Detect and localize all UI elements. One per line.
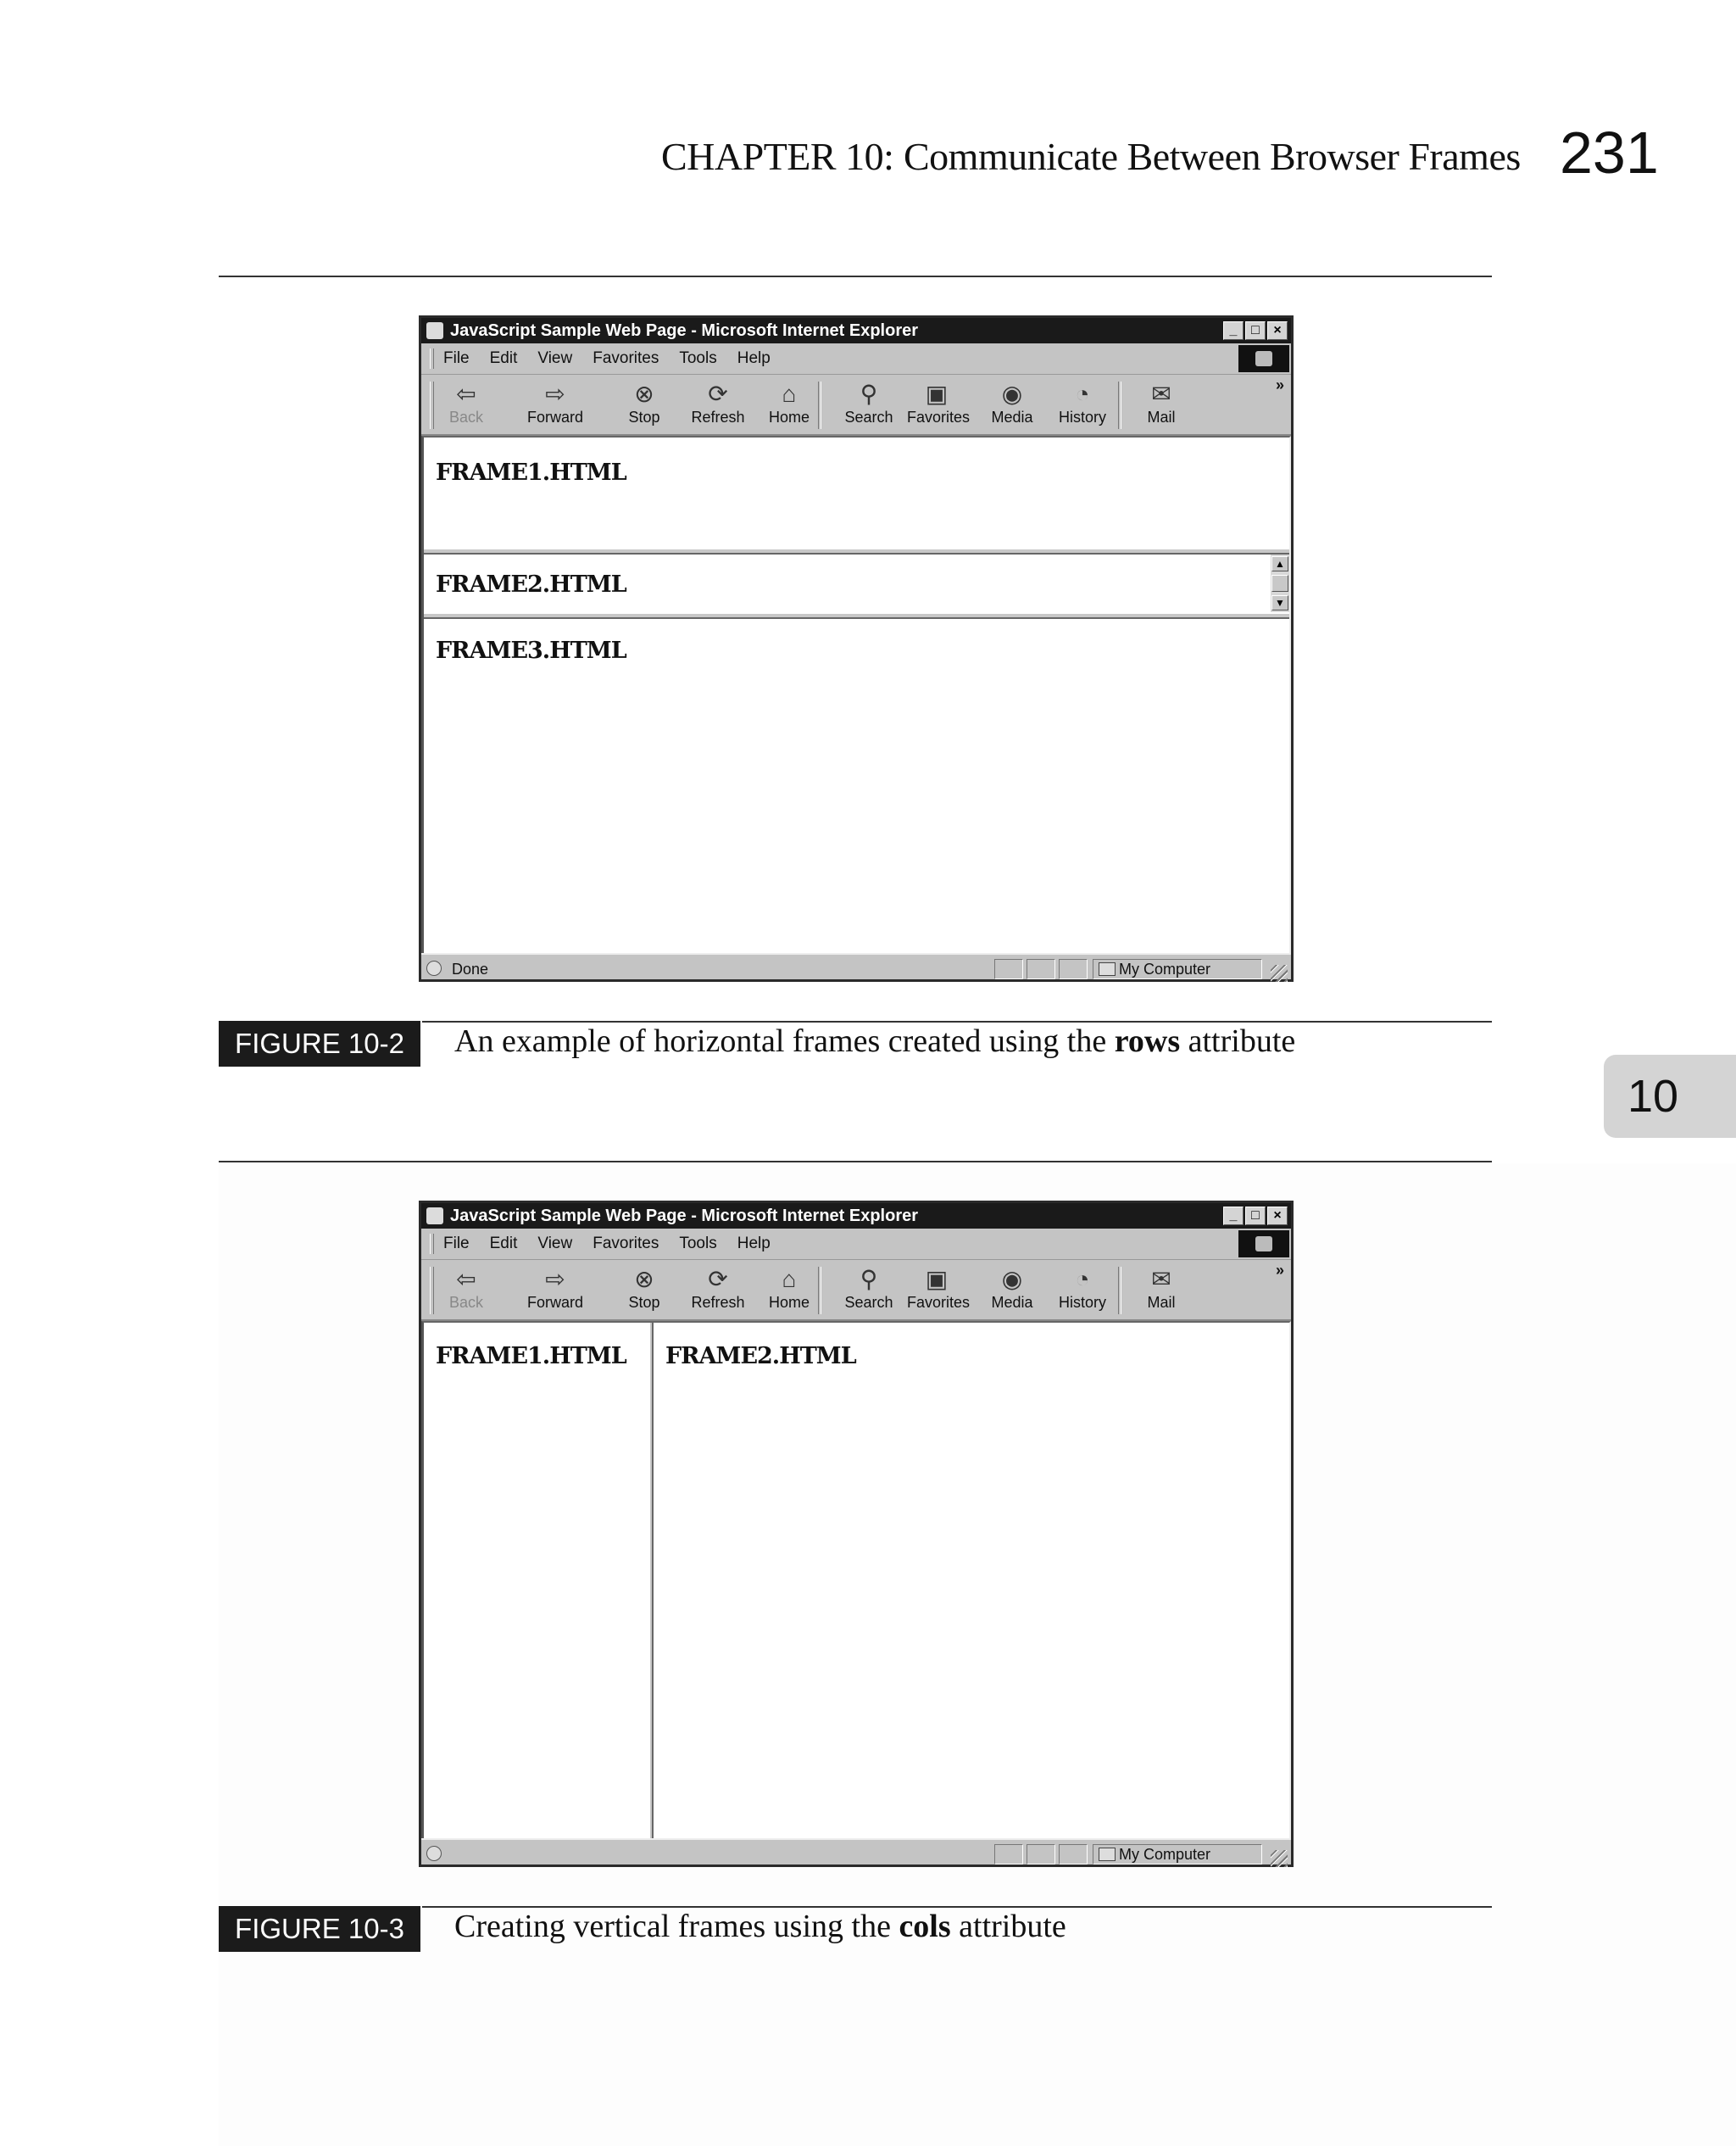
- status-text: Done: [452, 961, 489, 978]
- back-button[interactable]: [437, 378, 496, 426]
- caption-text: attribute: [1180, 1023, 1296, 1059]
- favorites-button[interactable]: [907, 378, 971, 426]
- window-title: JavaScript Sample Web Page - Microsoft Internet Explorer: [450, 321, 919, 340]
- ie-app-icon: [426, 322, 443, 339]
- status-pane: [1027, 959, 1055, 979]
- standard-toolbar: [421, 375, 1291, 436]
- toolbar-separator: [1118, 382, 1121, 429]
- frame2-scrollbar[interactable]: [1271, 555, 1289, 612]
- home-icon: ⌂: [782, 381, 797, 407]
- refresh-button[interactable]: [688, 1263, 748, 1312]
- toolbar-button-label: History: [1058, 409, 1106, 426]
- frame-divider-2[interactable]: [424, 612, 1289, 619]
- toolbar-button-label: Forward: [526, 409, 583, 426]
- media-button[interactable]: [982, 378, 1042, 426]
- forward-button[interactable]: [526, 1263, 585, 1312]
- chapter-thumb-tab: 10: [1604, 1055, 1736, 1138]
- scroll-thumb[interactable]: [1271, 575, 1288, 592]
- menu-grip[interactable]: [430, 348, 434, 369]
- home-icon: ⌂: [782, 1266, 797, 1292]
- frame-bottom: [424, 619, 1289, 953]
- figure-caption: [454, 1023, 1295, 1060]
- menu-file[interactable]: File: [443, 349, 470, 367]
- stop-icon: ⊗: [634, 1266, 654, 1292]
- toolbar-button-label: Mail: [1147, 1294, 1176, 1311]
- menu-favorites[interactable]: Favorites: [593, 1235, 659, 1252]
- status-pane: [994, 959, 1023, 979]
- toolbar-button-label: Home: [768, 409, 810, 426]
- back-arrow-icon: ⇦: [456, 1266, 476, 1292]
- menu-bar: [421, 343, 1291, 375]
- menu-view[interactable]: View: [537, 349, 573, 367]
- forward-arrow-icon: ⇨: [545, 1266, 565, 1292]
- menu-file[interactable]: File: [443, 1235, 470, 1252]
- toolbar-button-label: Refresh: [691, 1294, 745, 1311]
- toolbar-button-label: Back: [448, 409, 484, 426]
- title-bar: [421, 1203, 1291, 1229]
- history-button[interactable]: [1053, 378, 1112, 426]
- home-button[interactable]: [760, 378, 819, 426]
- frameset-content: [421, 1321, 1291, 1838]
- scroll-up-arrow-icon[interactable]: ▲: [1271, 556, 1288, 571]
- status-pane: [1027, 1844, 1055, 1865]
- toolbar-overflow-chevron-icon[interactable]: »: [1275, 1262, 1284, 1279]
- menu-help[interactable]: Help: [737, 1235, 771, 1252]
- back-button[interactable]: [437, 1263, 496, 1312]
- frame2-text: FRAME2.HTML: [436, 571, 626, 598]
- window-title: JavaScript Sample Web Page - Microsoft Internet Explorer: [450, 1207, 919, 1225]
- figure-label: FIGURE 10-2: [219, 1021, 420, 1067]
- toolbar-separator: [818, 382, 821, 429]
- caption-text: Creating vertical frames using the: [454, 1909, 899, 1944]
- toolbar-button-label: Favorites: [907, 409, 971, 426]
- search-button[interactable]: [839, 1263, 899, 1312]
- toolbar-separator: [1118, 1267, 1121, 1314]
- windows-logo-icon: [1238, 1230, 1289, 1257]
- figure-top-rule: [219, 1161, 1492, 1162]
- back-arrow-icon: ⇦: [456, 381, 476, 407]
- page-status-icon: [426, 961, 442, 976]
- toolbar-button-label: Mail: [1147, 409, 1176, 426]
- mail-button[interactable]: [1132, 378, 1191, 426]
- toolbar-button-label: Media: [991, 1294, 1033, 1311]
- frame-left: [424, 1323, 648, 1838]
- maximize-button[interactable]: □: [1245, 321, 1266, 340]
- caption-keyword: rows: [1114, 1023, 1181, 1059]
- menu-edit[interactable]: Edit: [489, 349, 518, 367]
- menu-tools[interactable]: Tools: [679, 1235, 717, 1252]
- resize-grip-icon[interactable]: [1271, 1850, 1288, 1867]
- menu-tools[interactable]: Tools: [679, 349, 717, 367]
- history-icon: ◔: [1075, 1266, 1090, 1292]
- home-button[interactable]: [760, 1263, 819, 1312]
- ie-app-icon: [426, 1207, 443, 1224]
- favorites-icon: ▣: [925, 381, 949, 407]
- refresh-button[interactable]: [688, 378, 748, 426]
- page-status-icon: [426, 1846, 442, 1861]
- search-icon: ⚲: [860, 381, 878, 407]
- frame3-text: FRAME3.HTML: [436, 638, 626, 664]
- caption-text: attribute: [950, 1909, 1066, 1944]
- mail-icon: ✉: [1151, 381, 1171, 407]
- toolbar-button-label: History: [1058, 1294, 1106, 1311]
- favorites-icon: ▣: [925, 1266, 949, 1292]
- toolbar-button-label: Refresh: [691, 409, 745, 426]
- toolbar-button-label: Search: [844, 1294, 893, 1311]
- page-number: 231: [1560, 120, 1659, 186]
- browser-window-horizontal-frames: [419, 315, 1294, 982]
- figure-caption: [454, 1908, 1066, 1945]
- toolbar-separator: [818, 1267, 821, 1314]
- running-header-chapter: CHAPTER 10:: [661, 135, 894, 178]
- caption-text: An example of horizontal frames created using the: [454, 1023, 1115, 1059]
- toolbar-button-label: Search: [844, 409, 893, 426]
- windows-logo-icon: [1238, 345, 1289, 372]
- forward-button[interactable]: [526, 378, 585, 426]
- refresh-icon: ⟳: [708, 1266, 728, 1292]
- stop-icon: ⊗: [634, 381, 654, 407]
- media-icon: ◉: [1001, 1266, 1023, 1292]
- menu-view[interactable]: View: [537, 1235, 573, 1252]
- title-bar: [421, 318, 1291, 343]
- frame-middle: [424, 555, 1289, 612]
- close-button[interactable]: ×: [1267, 1207, 1288, 1225]
- stop-button[interactable]: [615, 378, 674, 426]
- mail-icon: ✉: [1151, 1266, 1171, 1292]
- security-zone: [1093, 959, 1262, 979]
- mail-button[interactable]: [1132, 1263, 1191, 1312]
- frame2-text: FRAME2.HTML: [665, 1343, 856, 1369]
- menu-favorites[interactable]: Favorites: [593, 349, 659, 367]
- search-icon: ⚲: [860, 1266, 878, 1292]
- close-button[interactable]: ×: [1267, 321, 1288, 340]
- status-pane: [994, 1844, 1023, 1865]
- favorites-button[interactable]: [907, 1263, 971, 1312]
- toolbar-button-label: Stop: [628, 1294, 660, 1311]
- search-button[interactable]: [839, 378, 899, 426]
- computer-icon: [1099, 1848, 1116, 1861]
- frame-top: [424, 438, 1289, 548]
- frame1-text: FRAME1.HTML: [436, 460, 626, 486]
- stop-button[interactable]: [615, 1263, 674, 1312]
- security-zone: [1093, 1844, 1262, 1865]
- media-icon: ◉: [1001, 381, 1023, 407]
- toolbar-button-label: Media: [991, 409, 1033, 426]
- resize-grip-icon[interactable]: [1271, 965, 1288, 982]
- scroll-down-arrow-icon[interactable]: ▼: [1271, 595, 1288, 610]
- figure-top-rule: [219, 276, 1492, 277]
- toolbar-grip[interactable]: [430, 382, 434, 429]
- toolbar-button-label: Stop: [628, 409, 660, 426]
- toolbar-overflow-chevron-icon[interactable]: »: [1275, 376, 1284, 393]
- menu-bar: [421, 1229, 1291, 1260]
- history-icon: ◔: [1075, 381, 1090, 407]
- menu-help[interactable]: Help: [737, 349, 771, 367]
- toolbar-button-label: Back: [448, 1294, 484, 1311]
- zone-text: My Computer: [1119, 1846, 1211, 1863]
- toolbar-button-label: Favorites: [907, 1294, 971, 1311]
- maximize-button[interactable]: □: [1245, 1207, 1266, 1225]
- forward-arrow-icon: ⇨: [545, 381, 565, 407]
- toolbar-button-label: Forward: [526, 1294, 583, 1311]
- zone-text: My Computer: [1119, 961, 1211, 978]
- frame1-text: FRAME1.HTML: [436, 1343, 626, 1369]
- figure-label: FIGURE 10-3: [219, 1906, 420, 1952]
- browser-window-vertical-frames: [419, 1201, 1294, 1867]
- frameset-content: [421, 436, 1291, 953]
- media-button[interactable]: [982, 1263, 1042, 1312]
- minimize-button[interactable]: _: [1223, 1207, 1244, 1225]
- menu-grip[interactable]: [430, 1234, 434, 1254]
- status-pane: [1059, 1844, 1088, 1865]
- status-pane: [1059, 959, 1088, 979]
- standard-toolbar: [421, 1260, 1291, 1321]
- frame-divider-1[interactable]: [424, 548, 1289, 555]
- computer-icon: [1099, 962, 1116, 976]
- frame-right: [654, 1323, 1289, 1838]
- running-header-title: Communicate Between Browser Frames: [904, 135, 1521, 178]
- refresh-icon: ⟳: [708, 381, 728, 407]
- status-bar: [421, 953, 1291, 984]
- menu-edit[interactable]: Edit: [489, 1235, 518, 1252]
- caption-keyword: cols: [899, 1909, 951, 1944]
- status-bar: [421, 1838, 1291, 1869]
- toolbar-button-label: Home: [768, 1294, 810, 1311]
- history-button[interactable]: [1053, 1263, 1112, 1312]
- minimize-button[interactable]: _: [1223, 321, 1244, 340]
- toolbar-grip[interactable]: [430, 1267, 434, 1314]
